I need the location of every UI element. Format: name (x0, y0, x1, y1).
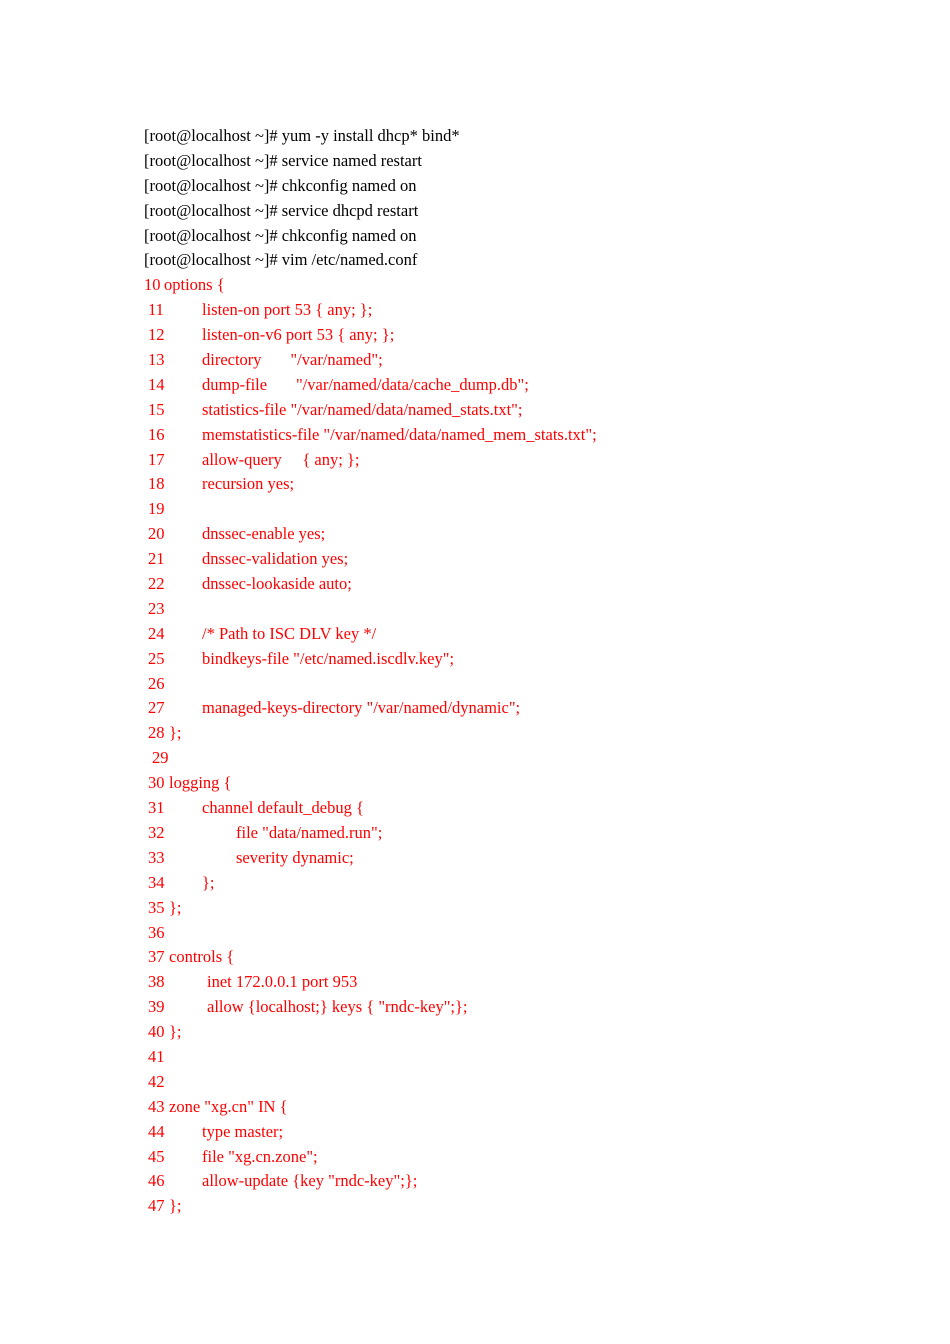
config-comment: /* Path to ISC DLV key */ (202, 623, 377, 643)
config-line (144, 921, 864, 946)
config-text: allow-update {key "rndc-key";}; (202, 1171, 418, 1191)
line-number: 23 (148, 598, 165, 618)
line-number: 16 (148, 424, 165, 444)
config-line (144, 696, 864, 721)
config-line (144, 497, 864, 522)
line-number: 30 (148, 773, 165, 793)
config-text: listen-on port 53 { any; }; (202, 300, 373, 320)
config-line (144, 547, 864, 572)
config-line (144, 721, 864, 746)
config-text: channel default_debug { (202, 798, 364, 818)
config-text: dnssec-lookaside auto; (202, 574, 352, 594)
config-line (144, 672, 864, 697)
command-line: [root@localhost ~]# vim /etc/named.conf (144, 250, 418, 270)
config-line (144, 622, 864, 647)
command-line: [root@localhost ~]# chkconfig named on (144, 225, 417, 245)
config-line (144, 846, 864, 871)
command-line: [root@localhost ~]# service dhcpd restart (144, 200, 419, 220)
config-line (144, 945, 864, 970)
config-line (144, 373, 864, 398)
config-line (144, 1145, 864, 1170)
config-line (144, 796, 864, 821)
line-number: 31 (148, 798, 165, 818)
config-line (144, 348, 864, 373)
config-line (144, 448, 864, 473)
config-text: }; (202, 872, 215, 892)
config-text: listen-on-v6 port 53 { any; }; (202, 325, 395, 345)
command-line: [root@localhost ~]# chkconfig named on (144, 175, 417, 195)
line-number: 27 (148, 698, 165, 718)
line-number: 32 (148, 822, 165, 842)
line-number: 43 (148, 1096, 165, 1116)
line-number: 26 (148, 673, 165, 693)
config-line (144, 995, 864, 1020)
line-number: 33 (148, 847, 165, 867)
config-text: }; (169, 723, 182, 743)
config-text: file "xg.cn.zone"; (202, 1146, 318, 1166)
config-line (144, 970, 864, 995)
line-number: 12 (148, 325, 165, 345)
config-text: dnssec-enable yes; (202, 524, 326, 544)
config-line (144, 323, 864, 348)
line-number: 17 (148, 449, 165, 469)
config-text: type master; (202, 1121, 284, 1141)
config-text: file "data/named.run"; (236, 822, 383, 842)
config-text: }; (169, 897, 182, 917)
config-line (144, 1120, 864, 1145)
command-line: [root@localhost ~]# yum -y install dhcp* bind* (144, 126, 460, 145)
line-number: 19 (148, 499, 165, 519)
config-text: }; (169, 1196, 182, 1216)
config-text: severity dynamic; (236, 847, 354, 867)
config-line (144, 746, 864, 771)
config-text: inet 172.0.0.1 port 953 (207, 972, 358, 992)
config-text: managed-keys-directory "/var/named/dynamic"; (202, 698, 521, 718)
line-number: 21 (148, 549, 165, 569)
config-text: allow {localhost;} keys { "rndc-key";}; (207, 997, 468, 1017)
line-number: 46 (148, 1171, 165, 1191)
line-number: 13 (148, 350, 165, 370)
line-number: 36 (148, 922, 165, 942)
line-number: 41 (148, 1046, 165, 1066)
line-number: 14 (148, 374, 165, 394)
line-number: 44 (148, 1121, 165, 1141)
config-text: logging { (169, 773, 232, 793)
line-number: 15 (148, 399, 165, 419)
command-line: [root@localhost ~]# service named restart (144, 150, 422, 170)
config-line (144, 423, 864, 448)
config-line (144, 647, 864, 672)
config-line (144, 1020, 864, 1045)
config-line (144, 821, 864, 846)
line-number: 25 (148, 648, 165, 668)
line-number: 34 (148, 872, 165, 892)
config-text: memstatistics-file "/var/named/data/named_mem_stats.txt"; (202, 424, 597, 444)
config-text: statistics-file "/var/named/data/named_stats.txt"; (202, 399, 523, 419)
config-text: options { (164, 275, 225, 295)
config-line (144, 1169, 864, 1194)
line-number: 24 (148, 623, 165, 643)
config-text: allow-query { any; }; (202, 449, 360, 469)
line-number: 38 (148, 972, 165, 992)
config-line (144, 597, 864, 622)
config-text: zone "xg.cn" IN { (169, 1096, 288, 1116)
config-line (144, 1194, 864, 1219)
line-number: 35 (148, 897, 165, 917)
config-text: recursion yes; (202, 474, 295, 494)
config-line (144, 472, 864, 497)
line-number: 29 (152, 748, 169, 768)
line-number: 11 (148, 300, 164, 320)
config-line (144, 1045, 864, 1070)
config-text: }; (169, 1022, 182, 1042)
line-number: 10 (144, 275, 161, 295)
line-number: 40 (148, 1022, 165, 1042)
line-number: 37 (148, 947, 165, 967)
config-line (144, 522, 864, 547)
config-line (144, 1095, 864, 1120)
line-number: 28 (148, 723, 165, 743)
config-text: dnssec-validation yes; (202, 549, 349, 569)
config-text: directory "/var/named"; (202, 350, 383, 370)
config-line (144, 298, 864, 323)
config-text: controls { (169, 947, 235, 967)
document-body (144, 124, 864, 1219)
config-text: bindkeys-file "/etc/named.iscdlv.key"; (202, 648, 455, 668)
config-line (144, 572, 864, 597)
line-number: 18 (148, 474, 165, 494)
config-line (144, 273, 864, 298)
line-number: 45 (148, 1146, 165, 1166)
config-line (144, 1070, 864, 1095)
config-text: dump-file "/var/named/data/cache_dump.db"; (202, 374, 529, 394)
config-line (144, 871, 864, 896)
config-line (144, 896, 864, 921)
config-line (144, 398, 864, 423)
line-number: 42 (148, 1071, 165, 1091)
line-number: 20 (148, 524, 165, 544)
line-number: 39 (148, 997, 165, 1017)
config-line (144, 771, 864, 796)
line-number: 22 (148, 574, 165, 594)
line-number: 47 (148, 1196, 165, 1216)
